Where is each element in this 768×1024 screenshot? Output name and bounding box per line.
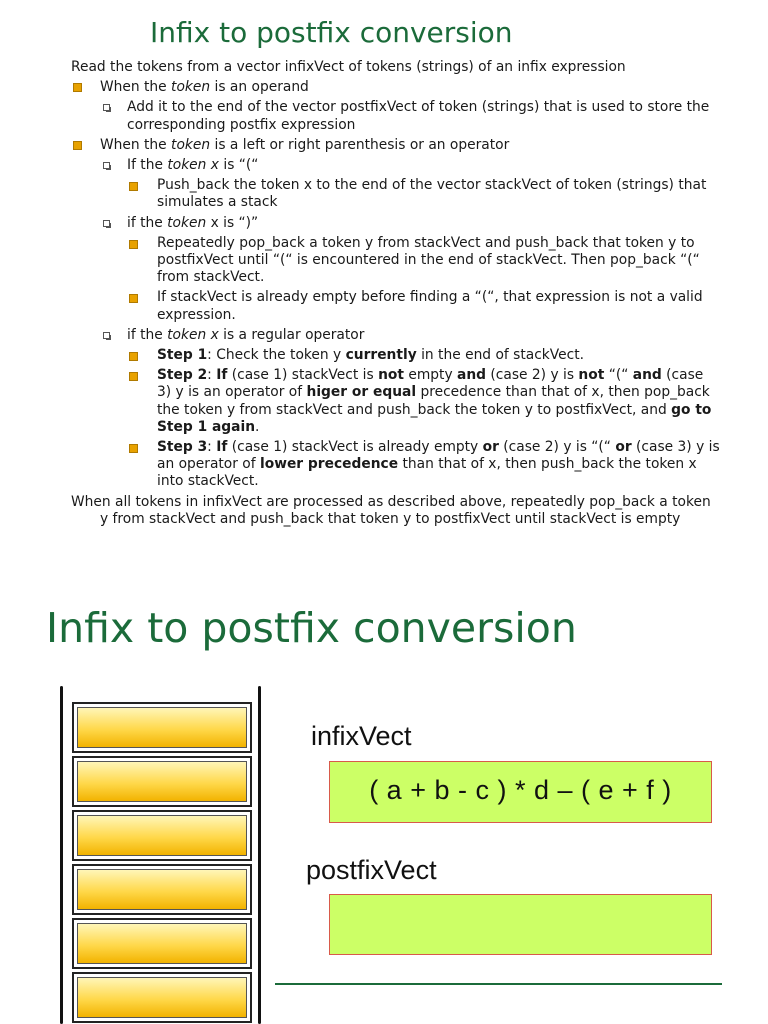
infix-expression: ( a + b - c ) * d – ( e + f ): [369, 775, 672, 805]
instructions-body: [71, 59, 721, 528]
box-bullet-icon: [103, 220, 110, 227]
stack-slot: [72, 702, 252, 753]
box-bullet-icon: [103, 162, 110, 169]
square-bullet-icon: [129, 352, 138, 361]
square-bullet-icon: [129, 240, 138, 249]
stack-slot: [72, 756, 252, 807]
square-bullet-icon: [129, 182, 138, 191]
square-bullet-icon: [129, 294, 138, 303]
infix-label: infixVect: [311, 721, 412, 751]
stack-slot: [72, 864, 252, 915]
postfix-label: postfixVect: [306, 855, 437, 885]
box-bullet-icon: [103, 332, 110, 339]
step-1: Step 1: Check the token y currently in the end of stackVect.: [71, 347, 721, 364]
slide-2-title: Infix to postfix conversion: [46, 604, 577, 652]
detail-right-paren-2: If stackVect is already empty before finding a “(“, that expression is not a valid expression.: [71, 289, 721, 323]
sub-bullet-left-paren: If the token x is “(“: [71, 157, 721, 174]
stack-slot: [72, 810, 252, 861]
bullet-paren-operator: When the token is a left or right parenthesis or an operator: [71, 137, 721, 154]
detail-right-paren-1: Repeatedly pop_back a token y from stackVect and push_back that token y to postfixVect until “(“ is encountered in the end of stackVect. Then pop_back “(“ from stackVect.: [71, 235, 721, 287]
stack-right-wall: [258, 686, 261, 1024]
square-bullet-icon: [73, 83, 82, 92]
box-bullet-icon: [103, 104, 110, 111]
closing-text: When all tokens in infixVect are processed as described above, repeatedly pop_back a token y from stackVect and push_back that token y to postfixVect until stackVect is empty: [71, 493, 711, 527]
stack-graphic: [58, 686, 268, 1024]
intro-text: Read the tokens from a vector infixVect of tokens (strings) of an infix expression: [71, 59, 626, 75]
step-2: Step 2: If (case 1) stackVect is not empty and (case 2) y is not “(“ and (case 3) y is an operator of higer or equal precedence than that of x, then pop_back the token y from stackVect and push_back the token y to postfixVect, and go to Step 1 again.: [71, 367, 721, 436]
bullet-operand: When the token is an operand: [71, 79, 721, 96]
detail-left-paren: Push_back the token x to the end of the vector stackVect of token (strings) that simulates a stack: [71, 177, 721, 211]
divider-line: [275, 983, 722, 985]
square-bullet-icon: [129, 444, 138, 453]
square-bullet-icon: [129, 372, 138, 381]
square-bullet-icon: [73, 141, 82, 150]
stack-slot: [72, 918, 252, 969]
infix-box: [329, 761, 712, 823]
slide-title: Infix to postfix conversion: [150, 16, 513, 49]
postfix-box: [329, 894, 712, 955]
stack-slot: [72, 972, 252, 1023]
sub-bullet-operand: Add it to the end of the vector postfixVect of token (strings) that is used to store the corresponding postfix expression: [71, 99, 721, 133]
stack-left-wall: [60, 686, 63, 1024]
sub-bullet-right-paren: if the token x is “)”: [71, 215, 721, 232]
sub-bullet-operator: if the token x is a regular operator: [71, 327, 721, 344]
step-3: Step 3: If (case 1) stackVect is already empty or (case 2) y is “(“ or (case 3) y is an operator of lower precedence than that of x, then push_back the token x into stackVect.: [71, 439, 721, 491]
